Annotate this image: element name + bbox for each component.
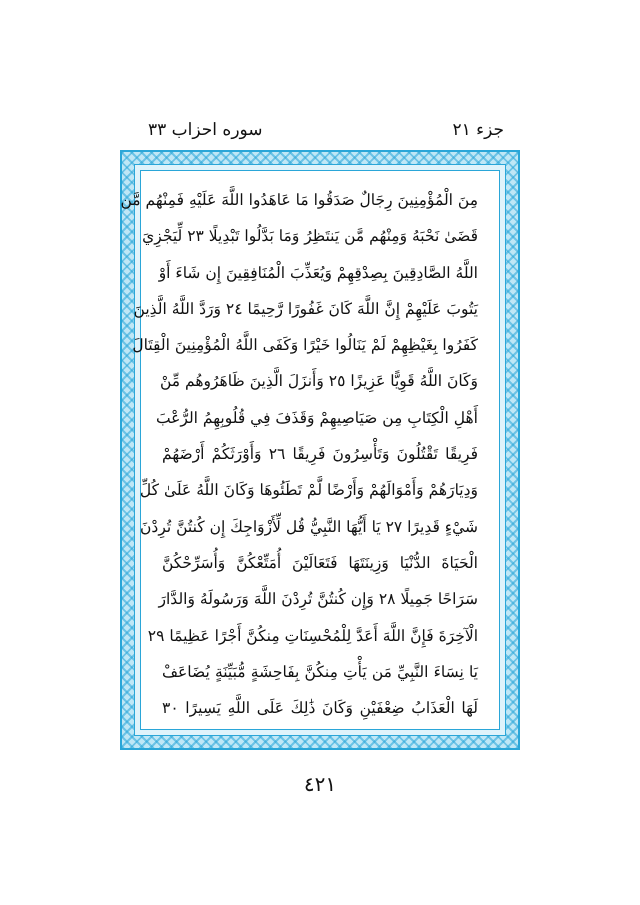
verse-line: سَرَاحًا جَمِيلًا ٢٨ وَإِن كُنتُنَّ تُرِدْنَ اللَّهَ وَرَسُولَهُ وَالدَّارَ [158, 590, 478, 609]
verse-line: فَرِيقًا تَقْتُلُونَ وَتَأْسِرُونَ فَرِيقًا ٢٦ وَأَوْرَثَكُمْ أَرْضَهُمْ [162, 445, 478, 464]
ornamental-frame [120, 150, 520, 750]
verse-line: يَتُوبَ عَلَيْهِمْ إِنَّ اللَّهَ كَانَ غَفُورًا رَّحِيمًا ٢٤ وَرَدَّ اللَّهُ الَّذِينَ [133, 299, 478, 318]
verse-line: الْحَيَاةَ الدُّنْيَا وَزِينَتَهَا فَتَعَالَيْنَ أُمَتِّعْكُنَّ وَأُسَرِّحْكُنَّ [162, 553, 478, 572]
verse-line: الْآخِرَةَ فَإِنَّ اللَّهَ أَعَدَّ لِلْمُحْسِنَاتِ مِنكُنَّ أَجْرًا عَظِيمًا ٢٩ [147, 626, 478, 645]
page-header [148, 120, 504, 144]
verse-line: كَفَرُوا بِغَيْظِهِمْ لَمْ يَنَالُوا خَيْرًا وَكَفَى اللَّهُ الْمُؤْمِنِينَ الْقِتَالَ [132, 336, 478, 355]
surah-label: سوره احزاب ٣٣ [148, 120, 263, 140]
verse-line: لَهَا الْعَذَابُ ضِعْفَيْنِ وَكَانَ ذَٰلِكَ عَلَى اللَّهِ يَسِيرًا ٣٠ [162, 699, 478, 718]
verse-line: وَدِيَارَهُمْ وَأَمْوَالَهُمْ وَأَرْضًا لَّمْ تَطَئُوهَا وَكَانَ اللَّهُ عَلَىٰ كُلِّ [139, 481, 478, 500]
verse-line: قَضَىٰ نَحْبَهُ وَمِنْهُم مَّن يَنتَظِرُ وَمَا بَدَّلُوا تَبْدِيلًا ٢٣ لِّيَجْزِيَ [142, 227, 478, 246]
verse-line: مِنَ الْمُؤْمِنِينَ رِجَالٌ صَدَقُوا مَا عَاهَدُوا اللَّهَ عَلَيْهِ فَمِنْهُم مَّن [120, 191, 478, 209]
verse-line: يَا نِسَاءَ النَّبِيِّ مَن يَأْتِ مِنكُنَّ بِفَاحِشَةٍ مُّبَيِّنَةٍ يُضَاعَفْ [162, 662, 478, 681]
verse-line: شَيْءٍ قَدِيرًا ٢٧ يَا أَيُّهَا النَّبِيُّ قُل لِّأَزْوَاجِكَ إِن كُنتُنَّ تُرِدْنَ [140, 517, 478, 536]
verse-text-block [120, 182, 478, 726]
verse-line: أَهْلِ الْكِتَابِ مِن صَيَاصِيهِمْ وَقَذَفَ فِي قُلُوبِهِمُ الرُّعْبَ [155, 408, 478, 427]
juz-label: جزء ٢١ [452, 120, 504, 140]
verse-line: اللَّهُ الصَّادِقِينَ بِصِدْقِهِمْ وَيُعَذِّبَ الْمُنَافِقِينَ إِن شَاءَ أَوْ [158, 263, 478, 282]
page-number: ٤٢١ [303, 772, 337, 796]
verse-line: وَكَانَ اللَّهُ قَوِيًّا عَزِيزًا ٢٥ وَأَنزَلَ الَّذِينَ ظَاهَرُوهُم مِّنْ [159, 372, 478, 391]
